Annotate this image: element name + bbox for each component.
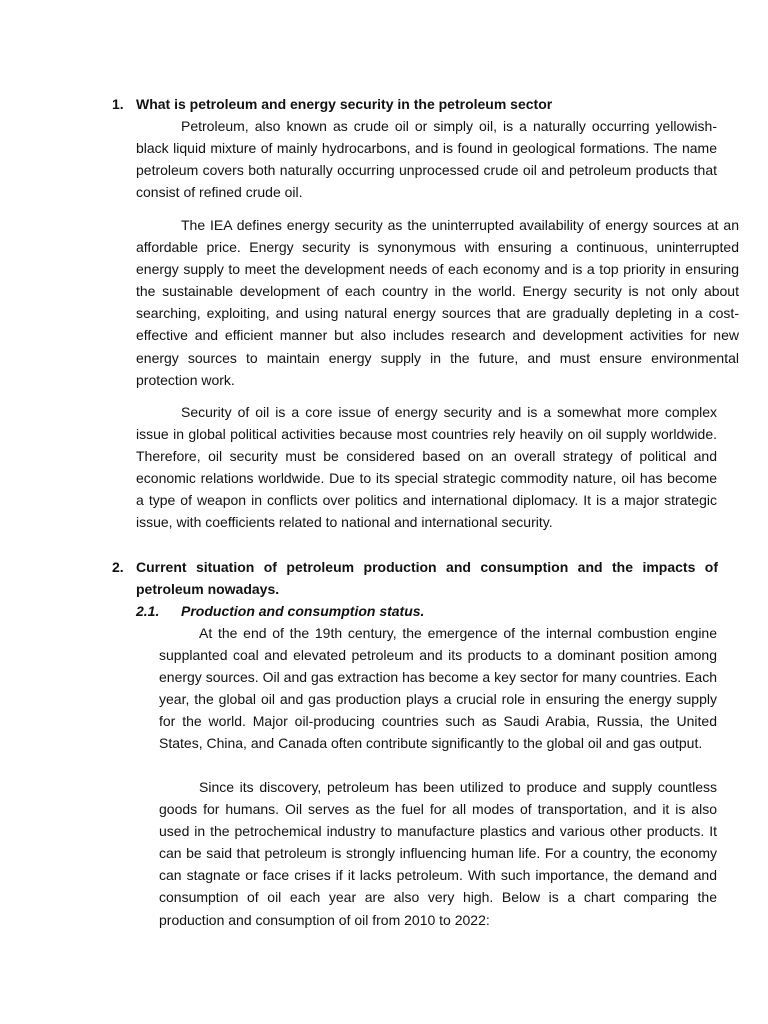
- subsection-2-1-paragraph-1: At the end of the 19th century, the emergence of the internal combustion engine supplanted coal and elevated petroleum and its products to a dominant position among energy sources. Oil and gas extraction has become a key sector for many countries. Each year, the global oil and gas production plays a crucial role in ensuring the energy supply for the world. Major oil-producing countries such as Saudi Arabia, Russia, the United States, China, and Canada often contribute significantly to the global oil and gas output.: [159, 625, 717, 752]
- section-1-heading: [112, 93, 718, 115]
- subsection-2-1-title: Production and consumption status.: [181, 603, 425, 619]
- section-1-paragraph-2: The IEA defines energy security as the uninterrupted availability of energy sources at an affordable price. Energy security is synonymous with ensuring a continuous, uninterrupted energy supply to meet the development needs of each economy and is a top priority in ensuring the sustainable development of each country in the world. Energy security is not only about searching, exploiting, and using natural energy sources that are gradually depleting in a cost-effective and efficient manner but also includes research and development activities for new energy sources to maintain energy supply in the future, and must ensure environmental protection work.: [136, 217, 739, 388]
- subsection-2-1-paragraph-2: Since its discovery, petroleum has been utilized to produce and supply countless goods for humans. Oil serves as the fuel for all modes of transportation, and it is also used in the petrochemical industry to manufacture plastics and various other products. It can be said that petroleum is strongly influencing human life. For a country, the economy can stagnate or face crises if it lacks petroleum. With such importance, the demand and consumption of oil each year are also very high. Below is a chart comparing the production and consumption of oil from 2010 to 2022:: [159, 779, 717, 928]
- section-2-title: Current situation of petroleum production and consumption and the impacts of petroleum nowadays.: [136, 559, 718, 597]
- section-1-paragraph-3: Security of oil is a core issue of energy security and is a somewhat more complex issue in global political activities because most countries rely heavily on oil supply worldwide. Therefore, oil security must be considered based on an overall strategy of political and economic relations worldwide. Due to its special strategic commodity nature, oil has become a type of weapon in conflicts over politics and international diplomacy. It is a major strategic issue, with coefficients related to national and international security.: [136, 404, 717, 531]
- subsection-2-1-number: 2.1.: [136, 603, 160, 619]
- section-2-number: 2.: [112, 559, 124, 575]
- section-1-title: What is petroleum and energy security in the petroleum sector: [136, 96, 553, 112]
- section-1-paragraph-1: Petroleum, also known as crude oil or simply oil, is a naturally occurring yellowish-black liquid mixture of mainly hydrocarbons, and is found in geological formations. The name petroleum covers both naturally occurring unprocessed crude oil and petroleum products that consist of refined crude oil.: [136, 118, 717, 201]
- section-1-number: 1.: [112, 96, 124, 112]
- subsection-2-1-heading: [136, 600, 424, 622]
- section-2-heading: [112, 556, 718, 600]
